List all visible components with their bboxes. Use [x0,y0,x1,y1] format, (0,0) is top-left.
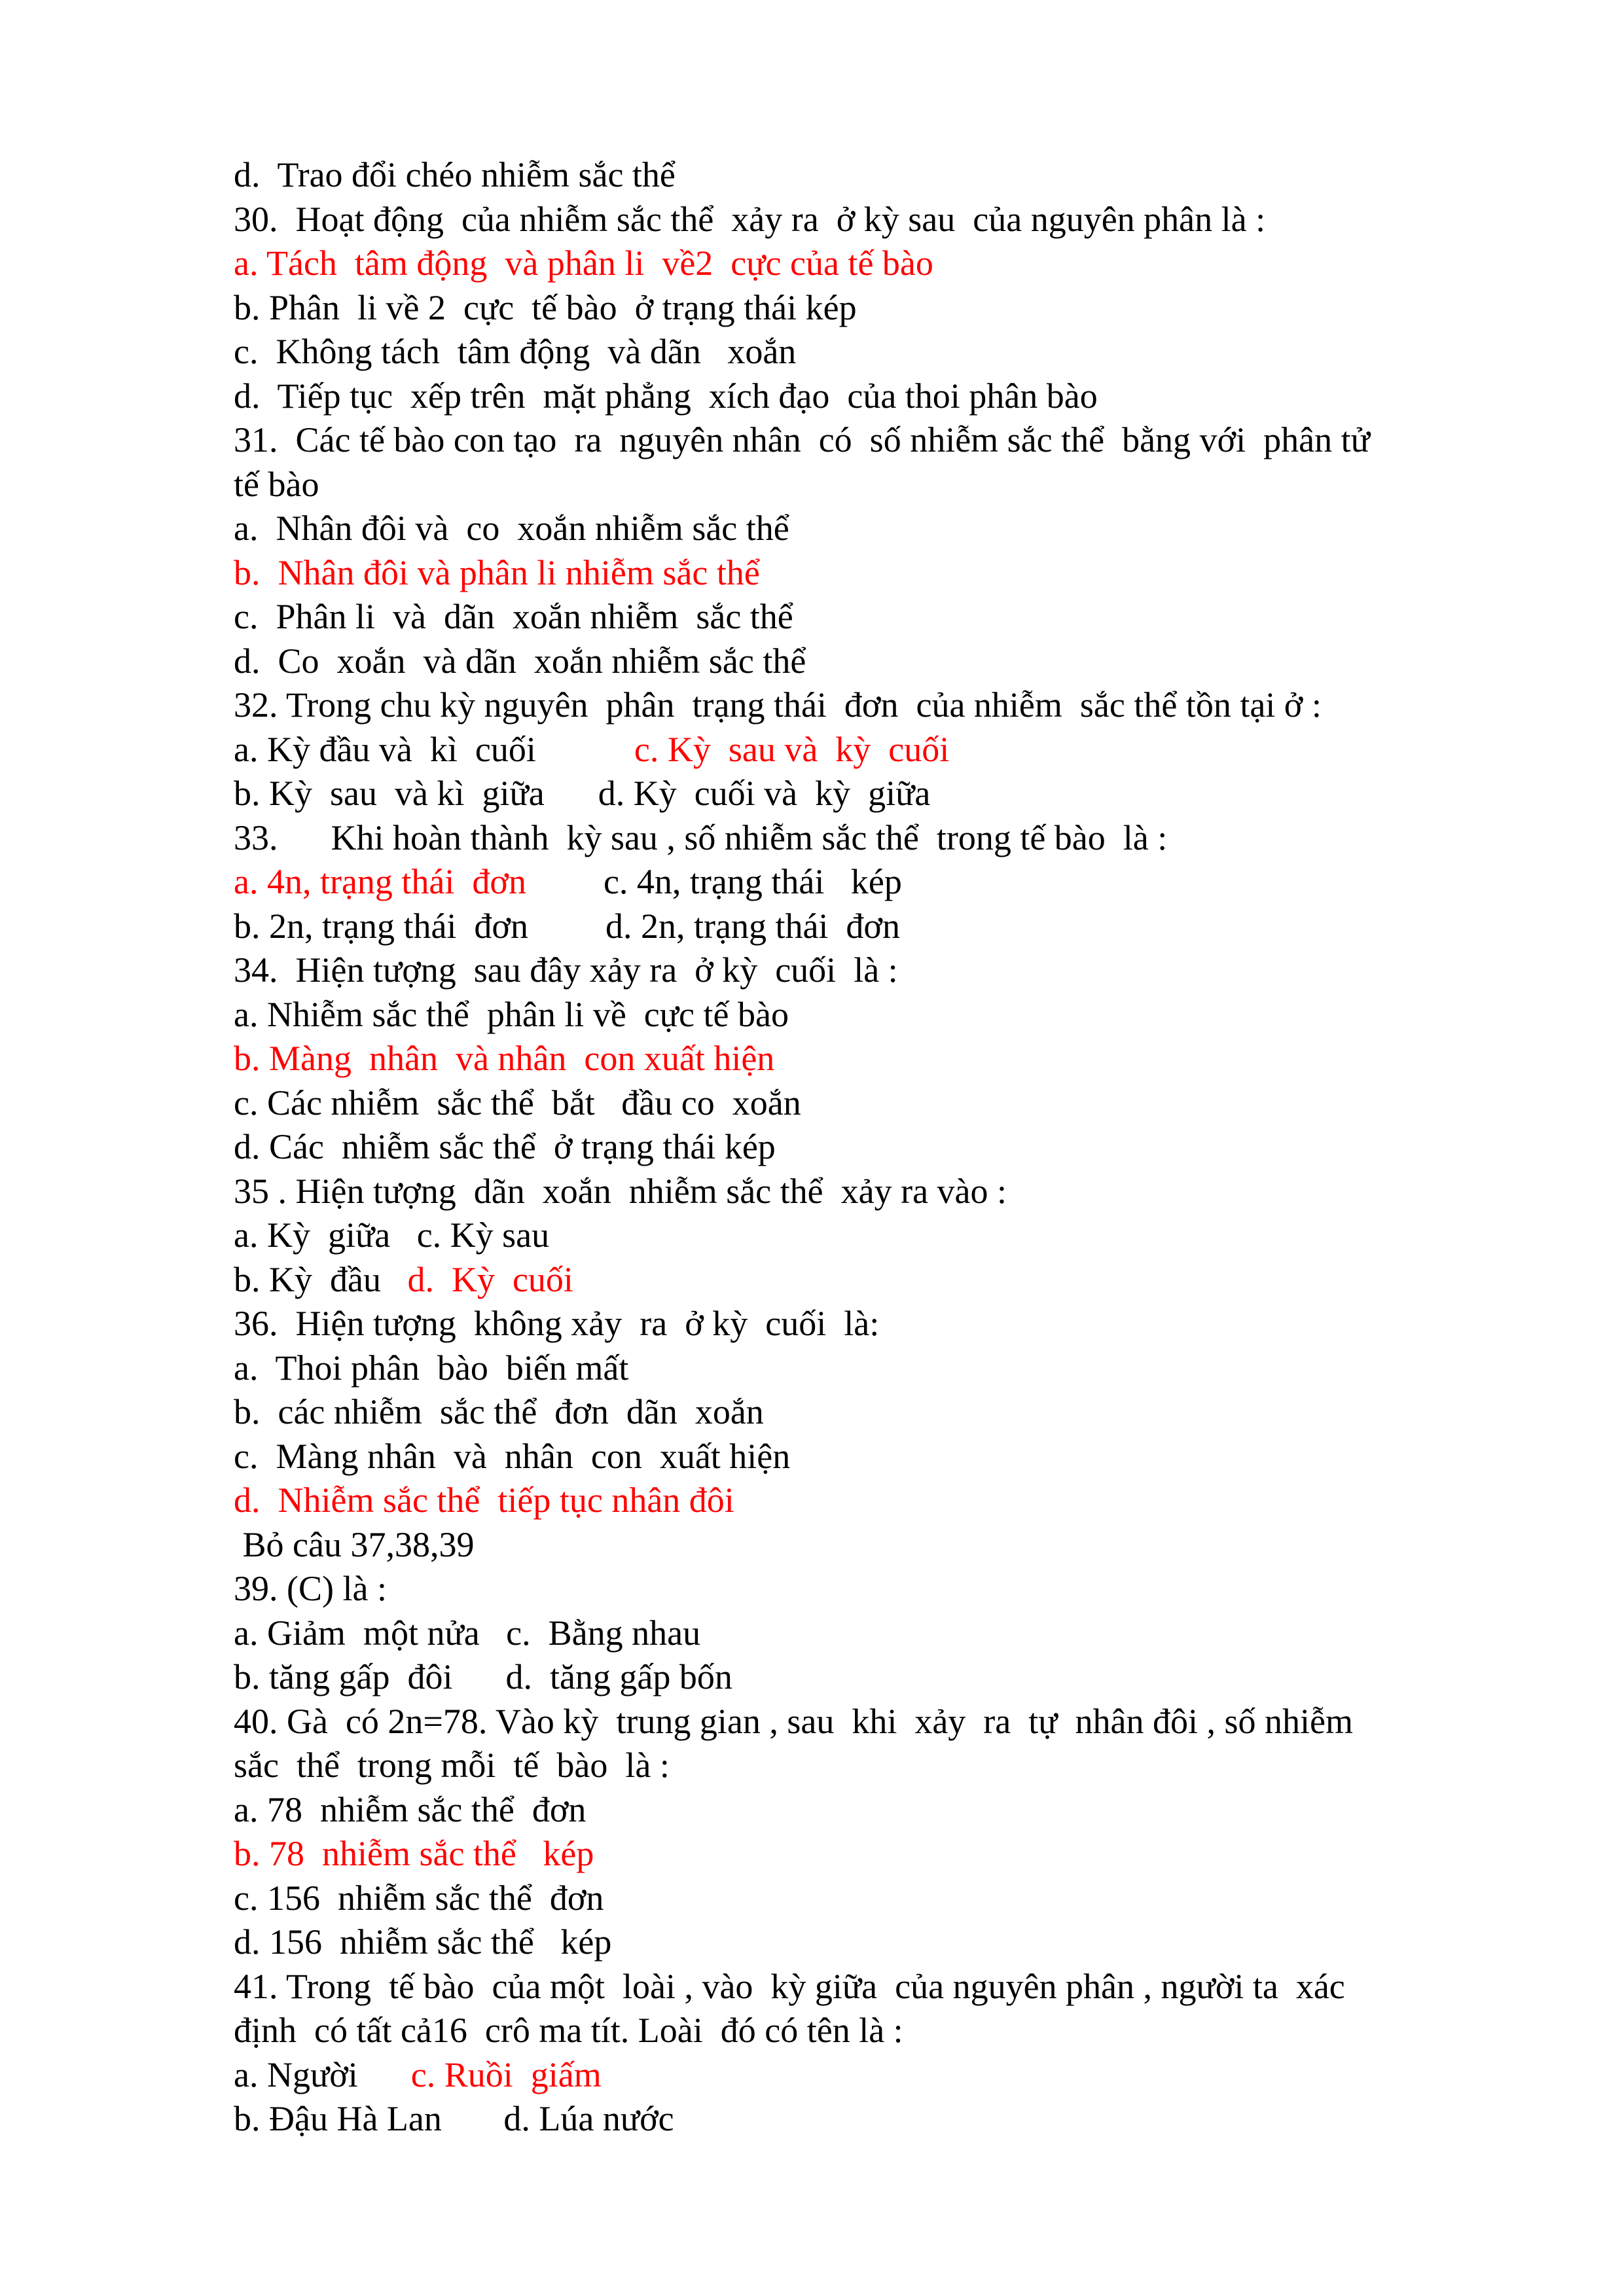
document-page [234,153,1477,2142]
answer-line [234,860,1477,905]
answer-segment: a. Kỳ đầu và kì cuối [234,729,536,769]
answer-line [234,2097,1477,2142]
answer-line: d. 156 nhiễm sắc thể kép [234,1922,612,1962]
answer-line: d. Co xoắn và dãn xoắn nhiễm sắc thể [234,641,806,681]
question-33: 33. Khi hoàn thành kỳ sau , số nhiễm sắc thể trong tế bào là : [234,817,1168,857]
question-31: 31. Các tế bào con tạo ra nguyên nhân có số nhiễm sắc thể bằng với phân tử [234,420,1370,459]
answer-segment: b. Kỳ sau và kì giữa [234,774,545,813]
answer-segment: a. 4n, trạng thái đơn [234,862,526,901]
answer-line: b. Màng nhân và nhân con xuất hiện [234,1039,775,1078]
answer-line: d. Nhiễm sắc thể tiếp tục nhân đôi [234,1480,734,1520]
answer-segment: b. 2n, trạng thái đơn [234,906,528,946]
answer-line [234,2053,1477,2098]
answer-line: c. Không tách tâm động và dãn xoắn [234,332,797,371]
answer-segment: c. Kỳ sau và kỳ cuối [634,729,950,769]
question-36: 36. Hiện tượng không xảy ra ở kỳ cuối là: [234,1304,880,1343]
question-34: 34. Hiện tượng sau đây xảy ra ở kỳ cuối là : [234,950,898,990]
answer-line: b. các nhiễm sắc thể đơn dãn xoắn [234,1392,764,1431]
answer-line: c. Phân li và dãn xoắn nhiễm sắc thể [234,597,793,636]
answer-line: a. Nhiễm sắc thể phân li về cực tế bào [234,994,789,1034]
answer-line [234,772,1477,816]
answer-segment: a. Người [234,2054,411,2094]
answer-segment: a. Kỳ giữa c. Kỳ sau [234,1215,550,1255]
answer-segment: b. Đậu Hà Lan [234,2099,504,2138]
answer-line: a. Thoi phân bào biến mất [234,1348,629,1388]
answer-line: b. Nhân đôi và phân li nhiễm sắc thể [234,552,760,592]
note-line: Bỏ câu 37,38,39 [234,1524,475,1564]
answer-segment: d. 2n, trạng thái đơn [605,906,900,946]
question-39: 39. (C) là : [234,1569,387,1608]
answer-line [234,1258,1477,1302]
answer-line: b. tăng gấp đôi d. tăng gấp bốn [234,1657,732,1696]
answer-line: a. Tách tâm động và phân li về2 cực của tế bào [234,243,933,283]
answer-line: a. 78 nhiễm sắc thể đơn [234,1789,586,1829]
question-40: 40. Gà có 2n=78. Vào kỳ trung gian , sau khi xảy ra tự nhân đôi , số nhiễm [234,1701,1353,1741]
question-31-cont: tế bào [234,464,319,504]
question-32: 32. Trong chu kỳ nguyên phân trạng thái đơn của nhiễm sắc thể tồn tại ở : [234,685,1322,725]
answer-segment: c. Ruồi giấm [410,2054,602,2094]
answer-line [234,728,1477,772]
question-41-cont: định có tất cả16 crô ma tít. Loài đó có tên là : [234,2011,903,2050]
question-30: 30. Hoạt động của nhiễm sắc thể xảy ra ở kỳ sau của nguyên phân là : [234,199,1266,239]
question-35: 35 . Hiện tượng dãn xoắn nhiễm sắc thể xảy ra vào : [234,1171,1007,1211]
answer-line: c. Màng nhân và nhân con xuất hiện [234,1436,791,1476]
answer-segment: d. Kỳ cuối và kỳ giữa [598,774,931,813]
question-40-cont: sắc thể trong mỗi tế bào là : [234,1746,670,1785]
answer-line: c. 156 nhiễm sắc thể đơn [234,1878,604,1918]
answer-line [234,1213,1477,1258]
answer-line: a. Giảm một nửa c. Bằng nhau [234,1613,701,1653]
answer-line: c. Các nhiễm sắc thể bắt đầu co xoắn [234,1083,801,1122]
answer-segment: b. Kỳ đầu [234,1259,408,1299]
answer-line [234,905,1477,949]
answer-segment: d. Kỳ cuối [407,1259,573,1299]
question-41: 41. Trong tế bào của một loài , vào kỳ giữa của nguyên phân , người ta xác [234,1966,1345,2006]
answer-line: d. Tiếp tục xếp trên mặt phẳng xích đạo của thoi phân bào [234,376,1098,416]
text-line: d. Trao đổi chéo nhiễm sắc thể [234,155,676,194]
answer-segment: d. Lúa nước [503,2099,674,2138]
answer-segment: c. 4n, trạng thái kép [603,862,902,901]
answer-line: b. 78 nhiễm sắc thể kép [234,1834,594,1873]
answer-line: a. Nhân đôi và co xoắn nhiễm sắc thể [234,509,789,548]
answer-line: d. Các nhiễm sắc thể ở trạng thái kép [234,1127,776,1166]
answer-line: b. Phân li về 2 cực tế bào ở trạng thái kép [234,287,857,327]
